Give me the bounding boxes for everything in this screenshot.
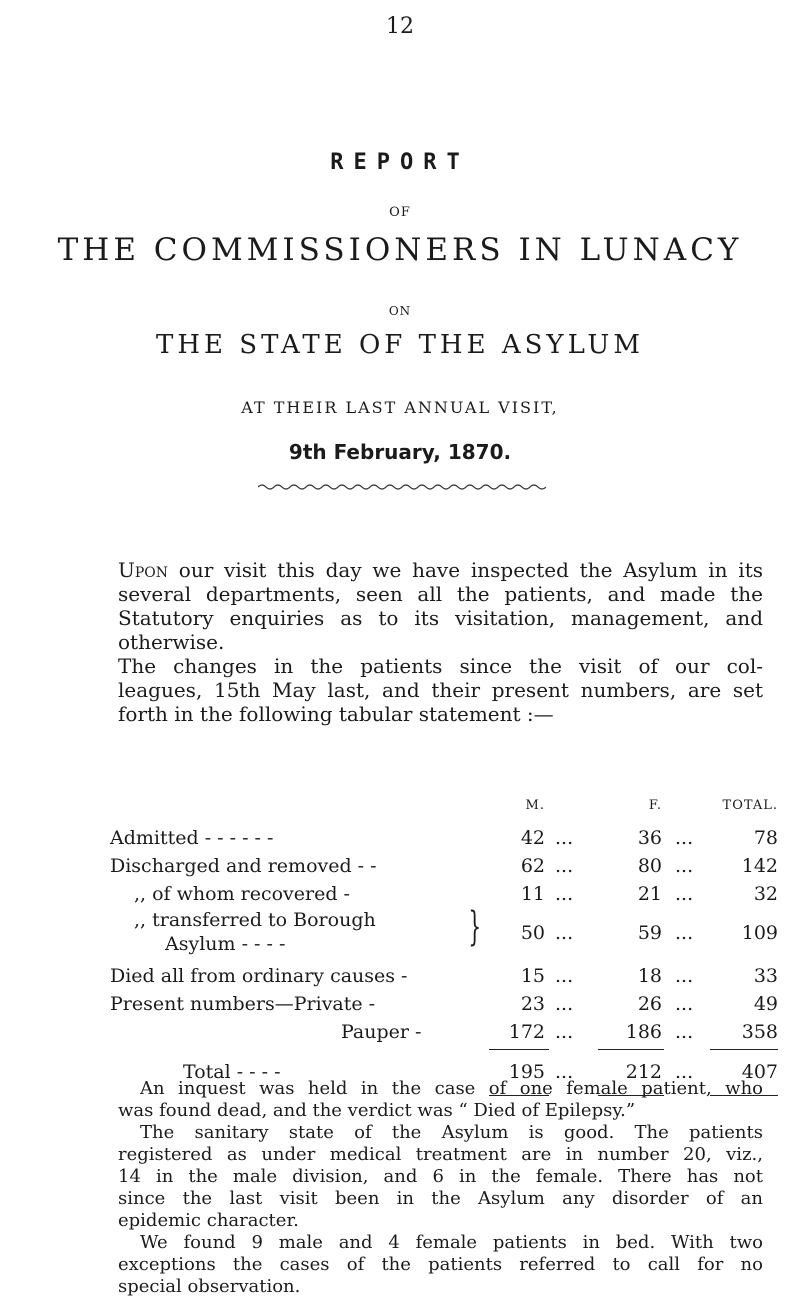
male-value: 11 xyxy=(520,883,545,905)
female-total: 212 xyxy=(625,1061,662,1083)
leader: ... xyxy=(555,965,574,987)
closing-paragraphs xyxy=(118,1078,763,1298)
of-heading: OF xyxy=(389,205,411,220)
total-label: Total - - - - xyxy=(183,1061,281,1083)
paragraph-line: The sanitary state of the Asylum is good. The patients xyxy=(140,1122,763,1143)
table-row xyxy=(110,883,780,909)
dropcap-word: Upon xyxy=(118,558,169,582)
female-value: 186 xyxy=(625,1021,662,1043)
paragraph-line: We found 9 male and 4 female patients in bed. With two xyxy=(140,1232,763,1253)
report-heading: REPORT xyxy=(330,150,470,175)
row-label: Discharged and removed - - xyxy=(110,855,377,877)
male-value: 172 xyxy=(508,1021,545,1043)
paragraph-line: leagues, 15th May last, and their present numbers, are set xyxy=(118,678,763,702)
male-value: 15 xyxy=(520,965,545,987)
female-value: 21 xyxy=(637,883,662,905)
paragraph-line: The changes in the patients since the visit of our col- xyxy=(118,654,763,678)
paragraph-line: Upon our visit this day we have inspected the Asylum in its xyxy=(118,558,763,582)
paragraph-line: An inquest was held in the case of one female patient, who xyxy=(140,1078,763,1099)
male-total: 195 xyxy=(508,1061,545,1083)
leader: ... xyxy=(675,993,694,1015)
table-row xyxy=(110,855,780,881)
paragraph-line: was found dead, and the verdict was “ Died of Epilepsy.” xyxy=(118,1100,636,1121)
paragraph-changes xyxy=(118,654,763,726)
female-value: 59 xyxy=(637,922,662,944)
paragraph-line: special observation. xyxy=(118,1276,301,1297)
male-value: 42 xyxy=(520,827,545,849)
leader: ... xyxy=(675,855,694,877)
female-value: 80 xyxy=(637,855,662,877)
leader: ... xyxy=(555,922,574,944)
table-row xyxy=(110,1021,780,1047)
table-row xyxy=(110,993,780,1019)
leader: ... xyxy=(675,827,694,849)
paragraph-line: exceptions the cases of the patients referred to call for no xyxy=(118,1254,763,1275)
commissioners-heading: THE COMMISSIONERS IN LUNACY xyxy=(57,232,743,268)
leader: ... xyxy=(555,993,574,1015)
leader: ... xyxy=(675,1061,694,1083)
table-row xyxy=(110,965,780,991)
male-value: 23 xyxy=(520,993,545,1015)
female-value: 18 xyxy=(637,965,662,987)
leader: ... xyxy=(555,1021,574,1043)
paragraph-line: otherwise. xyxy=(118,630,225,654)
row-label: Admitted - - - - - - xyxy=(110,827,274,849)
row-label: Present numbers—Private - xyxy=(110,993,376,1015)
total-value: 32 xyxy=(753,883,778,905)
leader: ... xyxy=(555,827,574,849)
row-label: Died all from ordinary causes - xyxy=(110,965,408,987)
table-row xyxy=(110,827,780,853)
paragraph-line: several departments, seen all the patients, and made the xyxy=(118,582,763,606)
total-value: 109 xyxy=(741,922,778,944)
row-label: ,, transferred to Borough xyxy=(134,909,376,931)
page-number: 12 xyxy=(386,14,414,39)
female-value: 26 xyxy=(637,993,662,1015)
brace-glyph: } xyxy=(468,904,482,950)
paragraph-line: Statutory enquiries as to its visitation, management, and xyxy=(118,606,763,630)
row-label: ,, of whom recovered - xyxy=(134,883,350,905)
visit-heading: AT THEIR LAST ANNUAL VISIT, xyxy=(241,398,559,417)
female-value: 36 xyxy=(637,827,662,849)
row-label-continued: Asylum - - - - xyxy=(165,933,286,955)
on-heading: ON xyxy=(388,304,412,318)
header-female: F. xyxy=(648,798,662,813)
leader: ... xyxy=(675,922,694,944)
paragraph-line: forth in the following tabular statement :— xyxy=(118,702,554,726)
leader: ... xyxy=(555,855,574,877)
leader: ... xyxy=(555,1061,574,1083)
sum-rule-total xyxy=(710,1049,778,1050)
header-total: TOTAL. xyxy=(722,798,778,813)
total-value: 78 xyxy=(753,827,778,849)
grand-total: 407 xyxy=(741,1061,778,1083)
decorative-wavy-rule xyxy=(258,482,546,492)
paragraph-line: 14 in the male division, and 6 in the female. There has not xyxy=(118,1166,763,1187)
row-label: Pauper - xyxy=(341,1021,422,1043)
male-value: 50 xyxy=(520,922,545,944)
sum-rule-female xyxy=(598,1049,664,1050)
total-value: 358 xyxy=(741,1021,778,1043)
leader: ... xyxy=(675,1021,694,1043)
paragraph-visit xyxy=(118,558,763,654)
leader: ... xyxy=(555,883,574,905)
date-heading: 9th February, 1870. xyxy=(288,440,512,464)
header-male: M. xyxy=(525,798,545,813)
total-value: 49 xyxy=(753,993,778,1015)
leader: ... xyxy=(675,883,694,905)
male-value: 62 xyxy=(520,855,545,877)
sum-rule-male xyxy=(489,1049,549,1050)
paragraph-line: epidemic character. xyxy=(118,1210,299,1231)
paragraph-line: registered as under medical treatment are in number 20, viz., xyxy=(118,1144,763,1165)
total-value: 142 xyxy=(741,855,778,877)
leader: ... xyxy=(675,965,694,987)
table-row xyxy=(110,904,780,965)
table-header-row xyxy=(110,798,780,824)
state-heading: THE STATE OF THE ASYLUM xyxy=(156,330,644,360)
total-value: 33 xyxy=(753,965,778,987)
paragraph-line: since the last visit been in the Asylum any disorder of an xyxy=(118,1188,763,1209)
